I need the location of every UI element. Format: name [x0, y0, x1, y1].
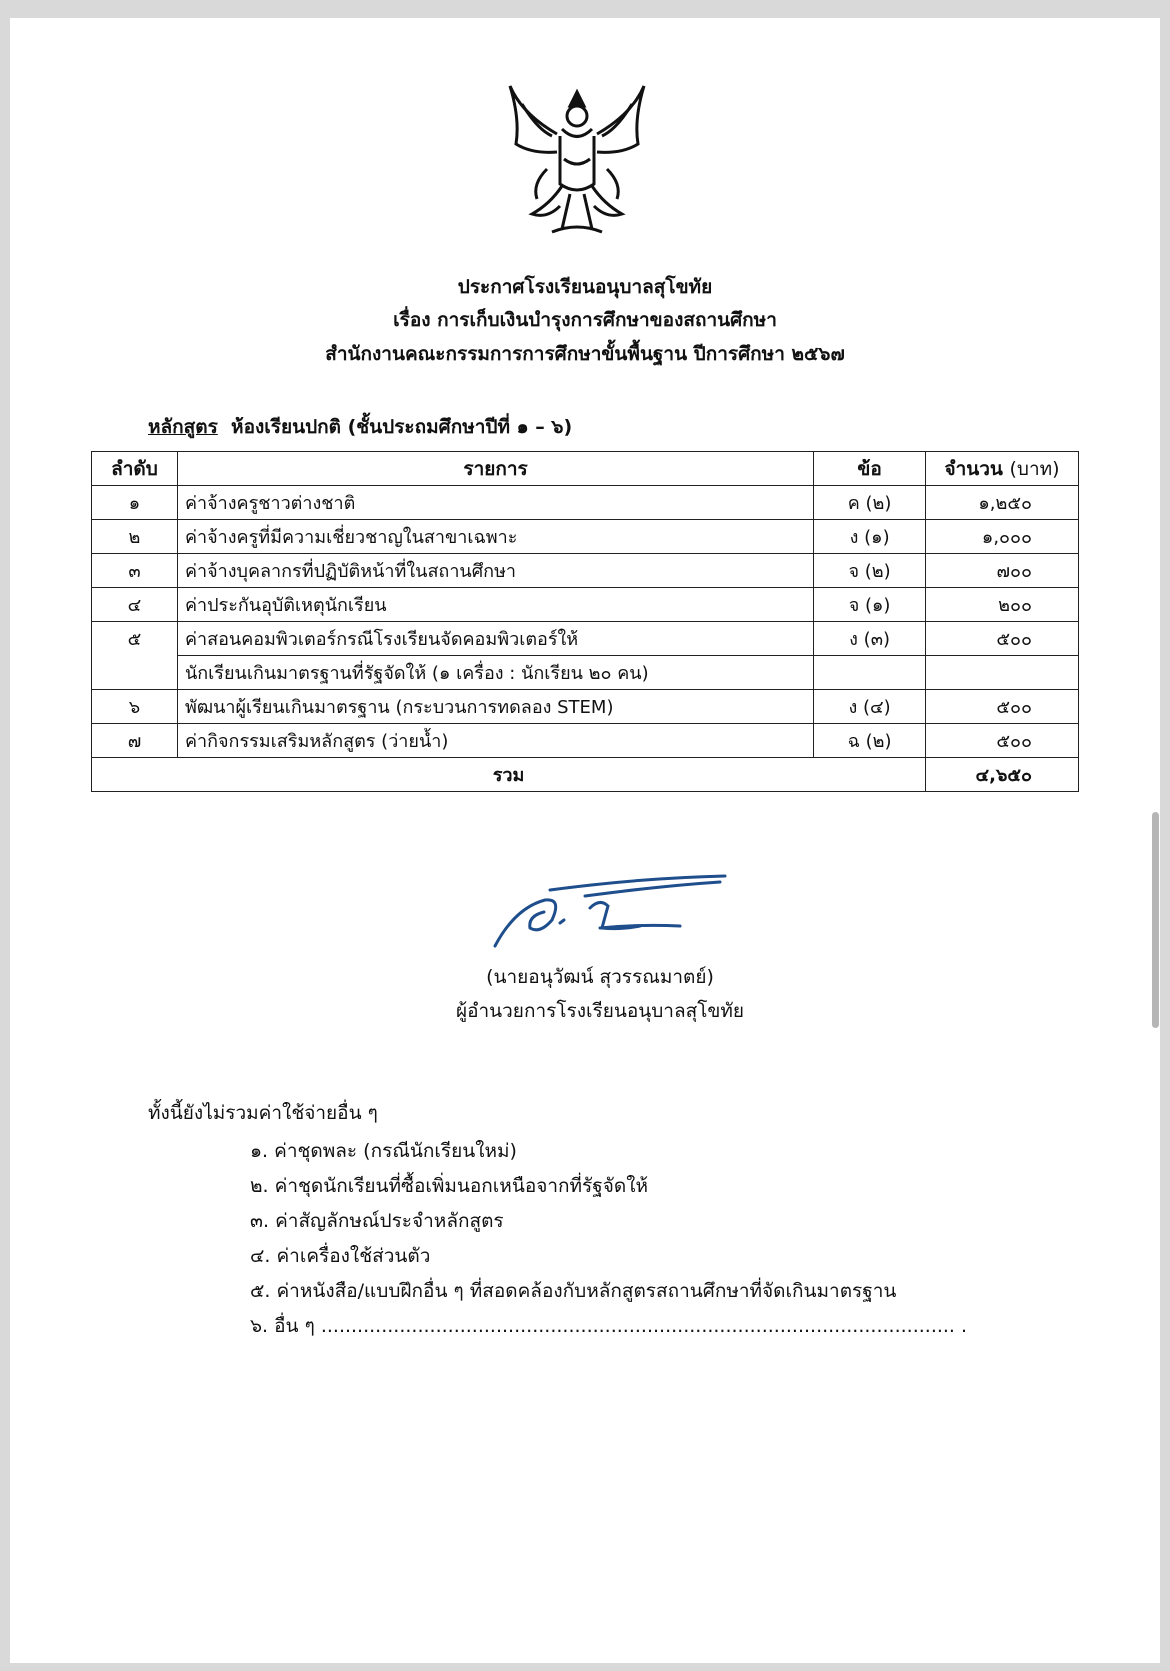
list-item: ๑. ค่าชุดพละ (กรณีนักเรียนใหม่) — [250, 1140, 517, 1162]
header-item: รายการ — [177, 452, 813, 486]
signer-position: ผู้อำนวยการโรงเรียนอนุบาลสุโขทัย — [455, 1000, 745, 1022]
row-clause: ง (๓) — [814, 622, 926, 656]
row-amount: ๕๐๐ — [926, 622, 1079, 656]
table-row — [92, 622, 1079, 656]
course-line — [148, 412, 572, 442]
table-row — [92, 520, 1079, 554]
row-no: ๗ — [92, 724, 178, 758]
table-row — [92, 486, 1079, 520]
row-no: ๑ — [92, 486, 178, 520]
fees-table — [91, 451, 1079, 792]
row-clause: จ (๒) — [814, 554, 926, 588]
notes-title: ทั้งนี้ยังไม่รวมค่าใช้จ่ายอื่น ๆ — [148, 1102, 378, 1124]
row-clause: ง (๔) — [814, 690, 926, 724]
course-label: หลักสูตร — [148, 416, 218, 438]
signature-image — [490, 868, 740, 958]
list-item: ๓. ค่าสัญลักษณ์ประจำหลักสูตร — [250, 1210, 504, 1232]
row-amount: ๕๐๐ — [926, 724, 1079, 758]
row-item: ค่าสอนคอมพิวเตอร์กรณีโรงเรียนจัดคอมพิวเตอร์ให้ — [177, 622, 813, 656]
row-clause: จ (๑) — [814, 588, 926, 622]
row-clause-empty — [814, 656, 926, 690]
row-no: ๔ — [92, 588, 178, 622]
row-item: ค่าจ้างบุคลากรที่ปฏิบัติหน้าที่ในสถานศึกษา — [177, 554, 813, 588]
row-amount: ๕๐๐ — [926, 690, 1079, 724]
announcement-title: ประกาศโรงเรียนอนุบาลสุโขทัย — [457, 276, 713, 298]
course-value: ห้องเรียนปกติ (ชั้นประถมศึกษาปีที่ ๑ – ๖) — [231, 416, 573, 438]
row-amount: ๗๐๐ — [926, 554, 1079, 588]
row-no: ๖ — [92, 690, 178, 724]
announcement-office-year: สำนักงานคณะกรรมการการศึกษาขั้นพื้นฐาน ปีการศึกษา ๒๕๖๗ — [325, 343, 845, 365]
row-item: ค่าจ้างครูชาวต่างชาติ — [177, 486, 813, 520]
table-row — [92, 690, 1079, 724]
row-clause: ฉ (๒) — [814, 724, 926, 758]
row-item-continued: นักเรียนเกินมาตรฐานที่รัฐจัดให้ (๑ เครื่อง : นักเรียน ๒๐ คน) — [177, 656, 813, 690]
garuda-emblem-icon — [502, 74, 652, 244]
row-amount-empty — [926, 656, 1079, 690]
list-item: ๒. ค่าชุดนักเรียนที่ซื้อเพิ่มนอกเหนือจากที่รัฐจัดให้ — [250, 1175, 649, 1197]
list-item: ๕. ค่าหนังสือ/แบบฝึกอื่น ๆ ที่สอดคล้องกับหลักสูตรสถานศึกษาที่จัดเกินมาตรฐาน — [250, 1280, 897, 1302]
table-row — [92, 588, 1079, 622]
row-item: พัฒนาผู้เรียนเกินมาตรฐาน (กระบวนการทดลอง STEM) — [177, 690, 813, 724]
signer-name: (นายอนุวัฒน์ สุวรรณมาตย์) — [486, 966, 714, 988]
total-value: ๔,๖๕๐ — [926, 758, 1079, 792]
document-page — [10, 18, 1160, 1663]
row-no: ๕ — [92, 622, 178, 656]
row-item: ค่าจ้างครูที่มีความเชี่ยวชาญในสาขาเฉพาะ — [177, 520, 813, 554]
list-item: ๔. ค่าเครื่องใช้ส่วนตัว — [250, 1245, 431, 1267]
list-item: ๖. อื่น ๆ ......................................................................................................... . — [250, 1315, 968, 1337]
table-total-row — [92, 758, 1079, 792]
notes-list — [250, 1134, 967, 1344]
row-no: ๓ — [92, 554, 178, 588]
header-amount: จำนวน (บาท) — [926, 452, 1079, 486]
row-amount: ๑,๒๕๐ — [926, 486, 1079, 520]
row-item: ค่ากิจกรรมเสริมหลักสูตร (ว่ายน้ำ) — [177, 724, 813, 758]
table-row — [92, 554, 1079, 588]
row-no: ๒ — [92, 520, 178, 554]
table-header-row — [92, 452, 1079, 486]
row-item: ค่าประกันอุบัติเหตุนักเรียน — [177, 588, 813, 622]
announcement-subject: เรื่อง การเก็บเงินบำรุงการศึกษาของสถานศึกษา — [393, 309, 777, 331]
total-label: รวม — [92, 758, 926, 792]
row-amount: ๒๐๐ — [926, 588, 1079, 622]
row-clause: ค (๒) — [814, 486, 926, 520]
row-no-empty — [92, 656, 178, 690]
table-row — [92, 724, 1079, 758]
table-row-continuation — [92, 656, 1079, 690]
row-amount: ๑,๐๐๐ — [926, 520, 1079, 554]
header-no: ลำดับ — [92, 452, 178, 486]
row-clause: ง (๑) — [814, 520, 926, 554]
header-clause: ข้อ — [814, 452, 926, 486]
